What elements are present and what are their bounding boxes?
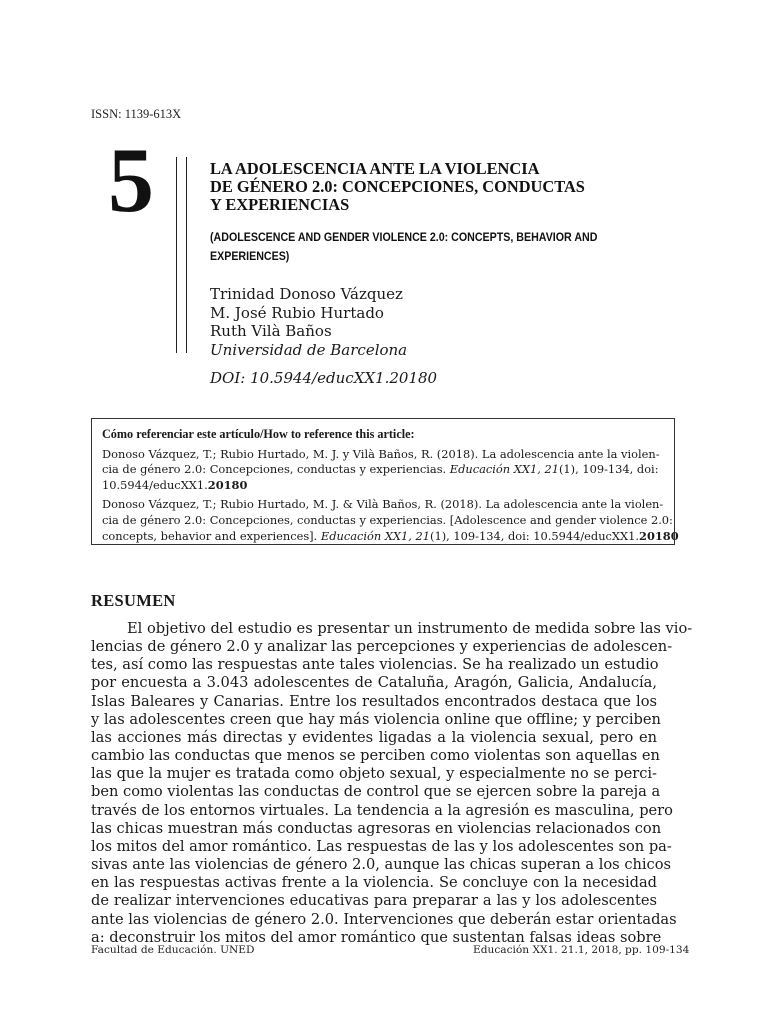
citation-text: (1), 109-134, doi: bbox=[558, 462, 659, 477]
abstract-line: lencias de género 2.0 y analizar las percepciones y experiencias de adolescen- bbox=[91, 638, 673, 656]
english-title-line: (ADOLESCENCE AND GENDER VIOLENCE 2.0: CONCEPTS, BEHAVIOR AND bbox=[210, 230, 598, 244]
citation-text: concepts, behavior and experiences]. bbox=[102, 528, 321, 543]
citation-line bbox=[102, 462, 666, 478]
abstract-line: por encuesta a 3.043 adolescentes de Cataluña, Aragón, Galicia, Andalucía, bbox=[91, 674, 657, 692]
citation-doi-bold: 20180 bbox=[639, 528, 679, 543]
section-heading-resumen: RESUMEN bbox=[91, 591, 176, 610]
abstract-line: de realizar intervenciones educativas para preparar a las y los adolescentes bbox=[91, 892, 657, 910]
article-title bbox=[210, 160, 680, 214]
abstract-line: las acciones más directas y evidentes ligadas a la violencia sexual, pero en bbox=[91, 728, 657, 746]
footer-journal-info: Educación XX1. 21.1, 2018, pp. 109-134 bbox=[473, 944, 690, 956]
author-list bbox=[210, 285, 407, 359]
title-line: LA ADOLESCENCIA ANTE LA VIOLENCIA bbox=[210, 159, 540, 178]
affiliation: Universidad de Barcelona bbox=[210, 340, 408, 359]
english-title bbox=[210, 228, 674, 266]
vertical-rule-left bbox=[176, 157, 177, 353]
abstract-line: los mitos del amor romántico. Las respuestas de las y los adolescentes son pa- bbox=[91, 837, 672, 855]
abstract-line: ben como violentas las conductas de control que se ejercen sobre la pareja a bbox=[91, 783, 661, 801]
journal-name: Educación XX1, 21 bbox=[449, 462, 559, 477]
citation-line: cia de género 2.0: Concepciones, conductas y experiencias. [Adolescence and gender violence 2.0: bbox=[102, 512, 673, 527]
abstract-line: las que la mujer es tratada como objeto sexual, y especialmente no se perci- bbox=[91, 765, 657, 783]
doi: DOI: 10.5944/educXX1.20180 bbox=[210, 369, 438, 387]
abstract bbox=[91, 620, 693, 947]
abstract-line: en las respuestas activas frente a la violencia. Se concluye con la necesidad bbox=[91, 874, 657, 892]
citation-text: (1), 109-134, doi: 10.5944/educXX1. bbox=[430, 528, 640, 543]
author-name: Ruth Vilà Baños bbox=[210, 322, 332, 340]
issn: ISSN: 1139-613X bbox=[91, 107, 182, 121]
citation-doi: 10.5944/educXX1. bbox=[102, 477, 208, 492]
author-name: M. José Rubio Hurtado bbox=[210, 303, 384, 322]
abstract-line: cambio las conductas que menos se perciben como violentas son aquellas en bbox=[91, 747, 660, 765]
citation-box bbox=[91, 418, 679, 545]
citation-doi-bold: 20180 bbox=[207, 477, 248, 492]
abstract-line: tes, así como las respuestas ante tales violencias. Se ha realizado un estudio bbox=[91, 656, 659, 674]
title-line: DE GÉNERO 2.0: CONCEPCIONES, CONDUCTAS bbox=[210, 177, 585, 196]
english-title-line: EXPERIENCES) bbox=[210, 249, 290, 263]
abstract-line: sivas ante las violencias de género 2.0, aunque las chicas superan a los chicos bbox=[91, 856, 672, 874]
title-block bbox=[210, 160, 680, 266]
abstract-line: ante las violencias de género 2.0. Intervenciones que deberán estar orientadas bbox=[91, 910, 677, 928]
citation-heading: Cómo referenciar este artículo/How to reference this article: bbox=[102, 427, 415, 441]
abstract-line: y las adolescentes creen que hay más violencia online que offline; y perciben bbox=[91, 710, 661, 728]
citation-line: Donoso Vázquez, T.; Rubio Hurtado, M. J. & Vilà Baños, R. (2018). La adolescencia ante la violen- bbox=[102, 497, 664, 512]
footer-publisher: Facultad de Educación. UNED bbox=[91, 944, 255, 956]
chapter-number: 5 bbox=[108, 129, 154, 231]
citation-text: cia de género 2.0: Concepciones, conductas y experiencias. bbox=[102, 462, 450, 477]
abstract-line: a: deconstruir los mitos del amor romántico que sustentan falsas ideas sobre bbox=[91, 928, 662, 946]
title-line: Y EXPERIENCIAS bbox=[210, 195, 350, 214]
citation-line bbox=[102, 528, 679, 545]
journal-name: Educación XX1, 21 bbox=[320, 528, 431, 543]
citation-line bbox=[102, 478, 666, 494]
citation-line: Donoso Vázquez, T.; Rubio Hurtado, M. J. y Vilà Baños, R. (2018). La adolescencia ante la violen- bbox=[102, 446, 660, 461]
abstract-line: Islas Baleares y Canarias. Entre los resultados encontrados destaca que los bbox=[91, 692, 657, 710]
abstract-line: El objetivo del estudio es presentar un instrumento de medida sobre las vio- bbox=[127, 620, 693, 637]
citation-spanish bbox=[102, 447, 666, 494]
author-name: Trinidad Donoso Vázquez bbox=[210, 285, 403, 303]
abstract-line: través de los entornos virtuales. La tendencia a la agresión es masculina, pero bbox=[91, 801, 673, 819]
vertical-rule-right bbox=[186, 157, 187, 353]
citation-english bbox=[102, 497, 679, 544]
abstract-line: las chicas muestran más conductas agresoras en violencias relacionados con bbox=[91, 819, 662, 837]
